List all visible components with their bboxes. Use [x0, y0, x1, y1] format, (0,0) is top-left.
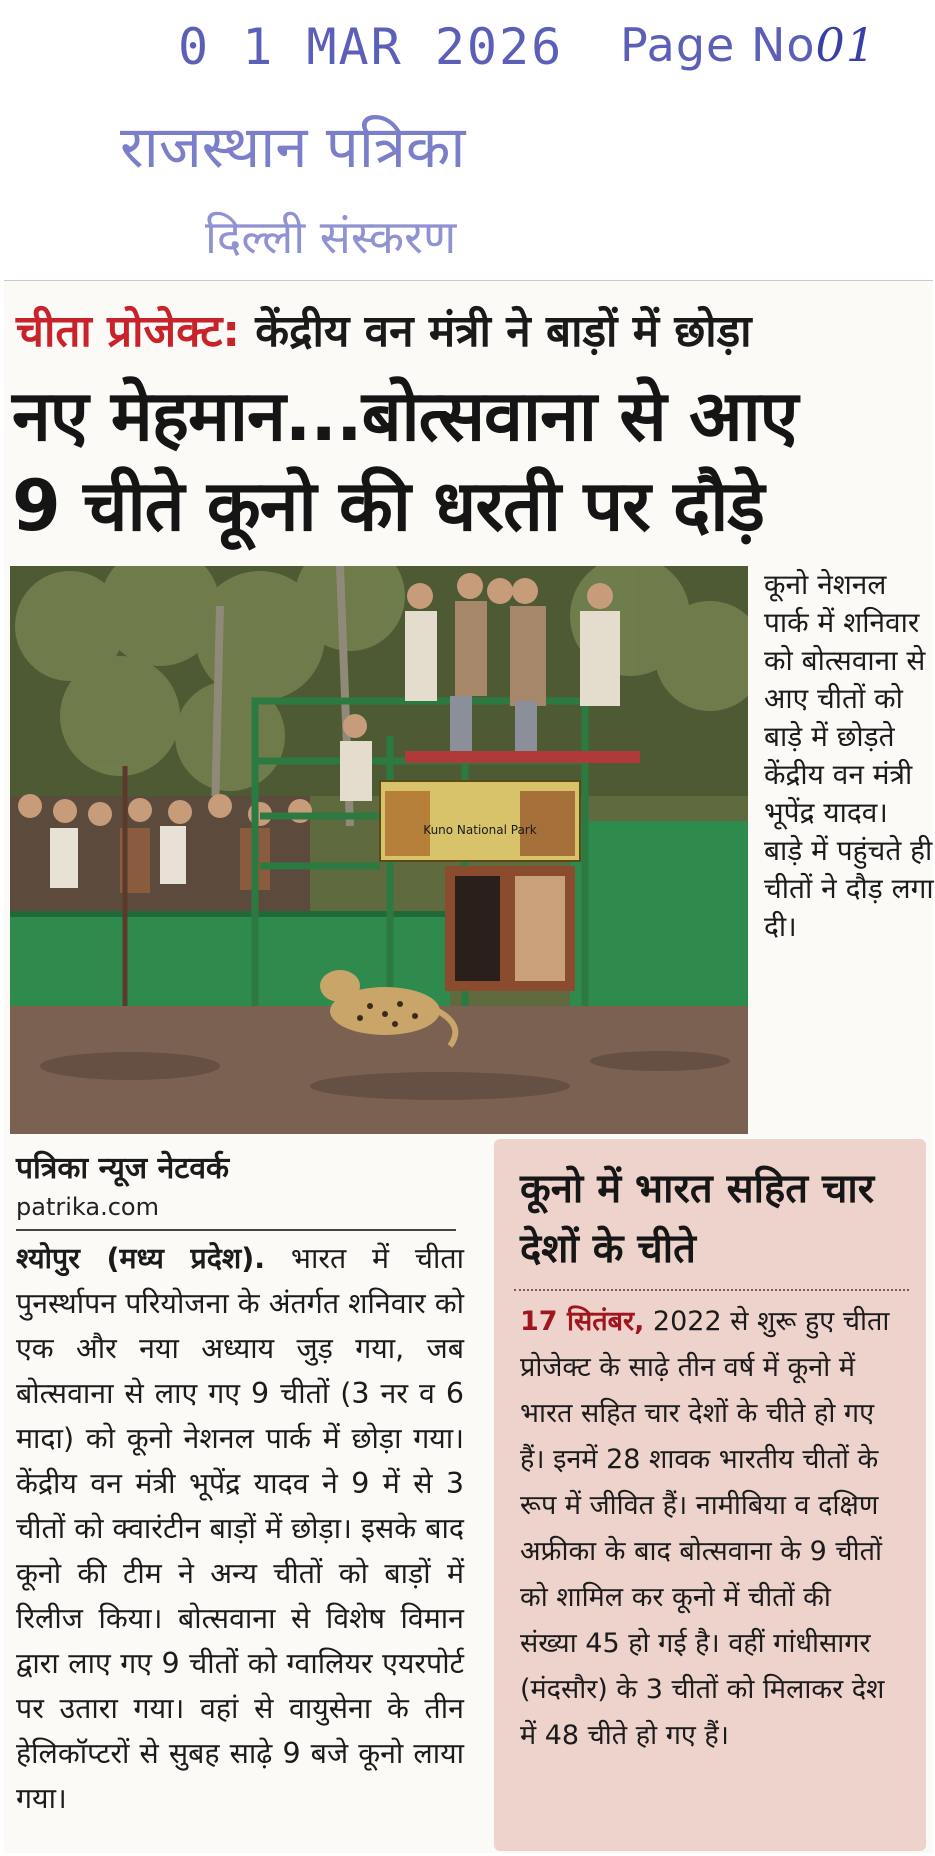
kicker-label: चीता प्रोजेक्ट:: [16, 306, 240, 357]
cheetah-release-photo: [10, 566, 748, 1134]
sidebar-box: [494, 1139, 926, 1851]
photo-banner-text: Kuno National Park: [423, 823, 537, 837]
headline-line-2: 9 चीते कूनो की धरती पर दौड़े: [12, 465, 764, 547]
stamp-page-value: 01: [815, 18, 877, 72]
sidebar-title: कूनो में भारत सहित चार देशों के चीते: [520, 1166, 875, 1272]
newspaper-clipping: [4, 280, 933, 1853]
article-kicker: [16, 299, 752, 359]
photo-caption: कूनो नेशनल पार्क में शनिवार को बोत्सवाना से आए चीतों को बाड़े में छोड़ते केंद्रीय वन मंत्री भूपेंद्र यादव। बाड़े में पहुंचते ही चीतों ने दौड़ लगा दी।: [764, 568, 934, 943]
stamp-edition: दिल्ली संस्करण: [205, 210, 457, 264]
article-headline: [12, 371, 912, 551]
article-photo: [10, 566, 748, 1134]
website-link[interactable]: patrika.com: [16, 1193, 159, 1221]
dateline: श्योपुर (मध्य प्रदेश).: [16, 1242, 266, 1275]
sidebar-date-lead: 17 सितंबर,: [520, 1306, 645, 1337]
sidebar-divider: [514, 1289, 909, 1291]
sidebar-text: [520, 1299, 890, 1759]
byline-divider: [16, 1229, 456, 1231]
kicker-text: केंद्रीय वन मंत्री ने बाड़ों में छोड़ा: [255, 306, 752, 357]
headline-line-1: नए मेहमान...बोत्सवाना से आए: [12, 375, 798, 457]
stamp-page-number: [620, 18, 876, 72]
article-body: [16, 1236, 464, 1821]
article-body-text: भारत में चीता पुनर्स्थापन परियोजना के अंतर्गत शनिवार को एक और नया अध्याय जुड़ गया, जब बोत्सवाना से लाए गए 9 चीतों (3 नर व 6 मादा) को कूनो नेशनल पार्क में छोड़ा गया। केंद्रीय वन मंत्री भूपेंद्र यादव ने 9 में से 3 चीतों को क्वारंटीन बाड़ों में छोड़ा। इसके बाद कूनो की टीम ने अन्य चीतों को बाड़ों में रिलीज किया। बोत्सवाना से विशेष विमान द्वारा लाए गए 9 चीतों को ग्वालियर एयरपोर्ट पर उतारा गया। वहां से वायुसेना के तीन हेलिकॉप्टरों से सुबह साढ़े 9 बजे कूनो लाया गया।: [16, 1242, 464, 1815]
sidebar-body: 2022 से शुरू हुए चीता प्रोजेक्ट के साढ़े तीन वर्ष में कूनो में भारत सहित चार देशों के चीते हो गए हैं। इनमें 28 शावक भारतीय चीतों के रूप में जीवित हैं। नामीबिया व दक्षिण अफ्रीका के बाद बोत्सवाना के 9 चीतों को शामिल कर कूनो में चीतों की संख्या 45 हो गई है। वहीं गांधीसागर (मंदसौर) के 3 चीतों को मिलाकर देश में 48 चीते हो गए हैं।: [520, 1306, 890, 1751]
byline: पत्रिका न्यूज नेटवर्क: [16, 1151, 230, 1186]
stamp-newspaper-name: राजस्थान पत्रिका: [120, 113, 466, 181]
stamp-page-label: Page No: [620, 18, 816, 72]
stamp-date: 0 1 MAR 2026: [178, 18, 564, 76]
